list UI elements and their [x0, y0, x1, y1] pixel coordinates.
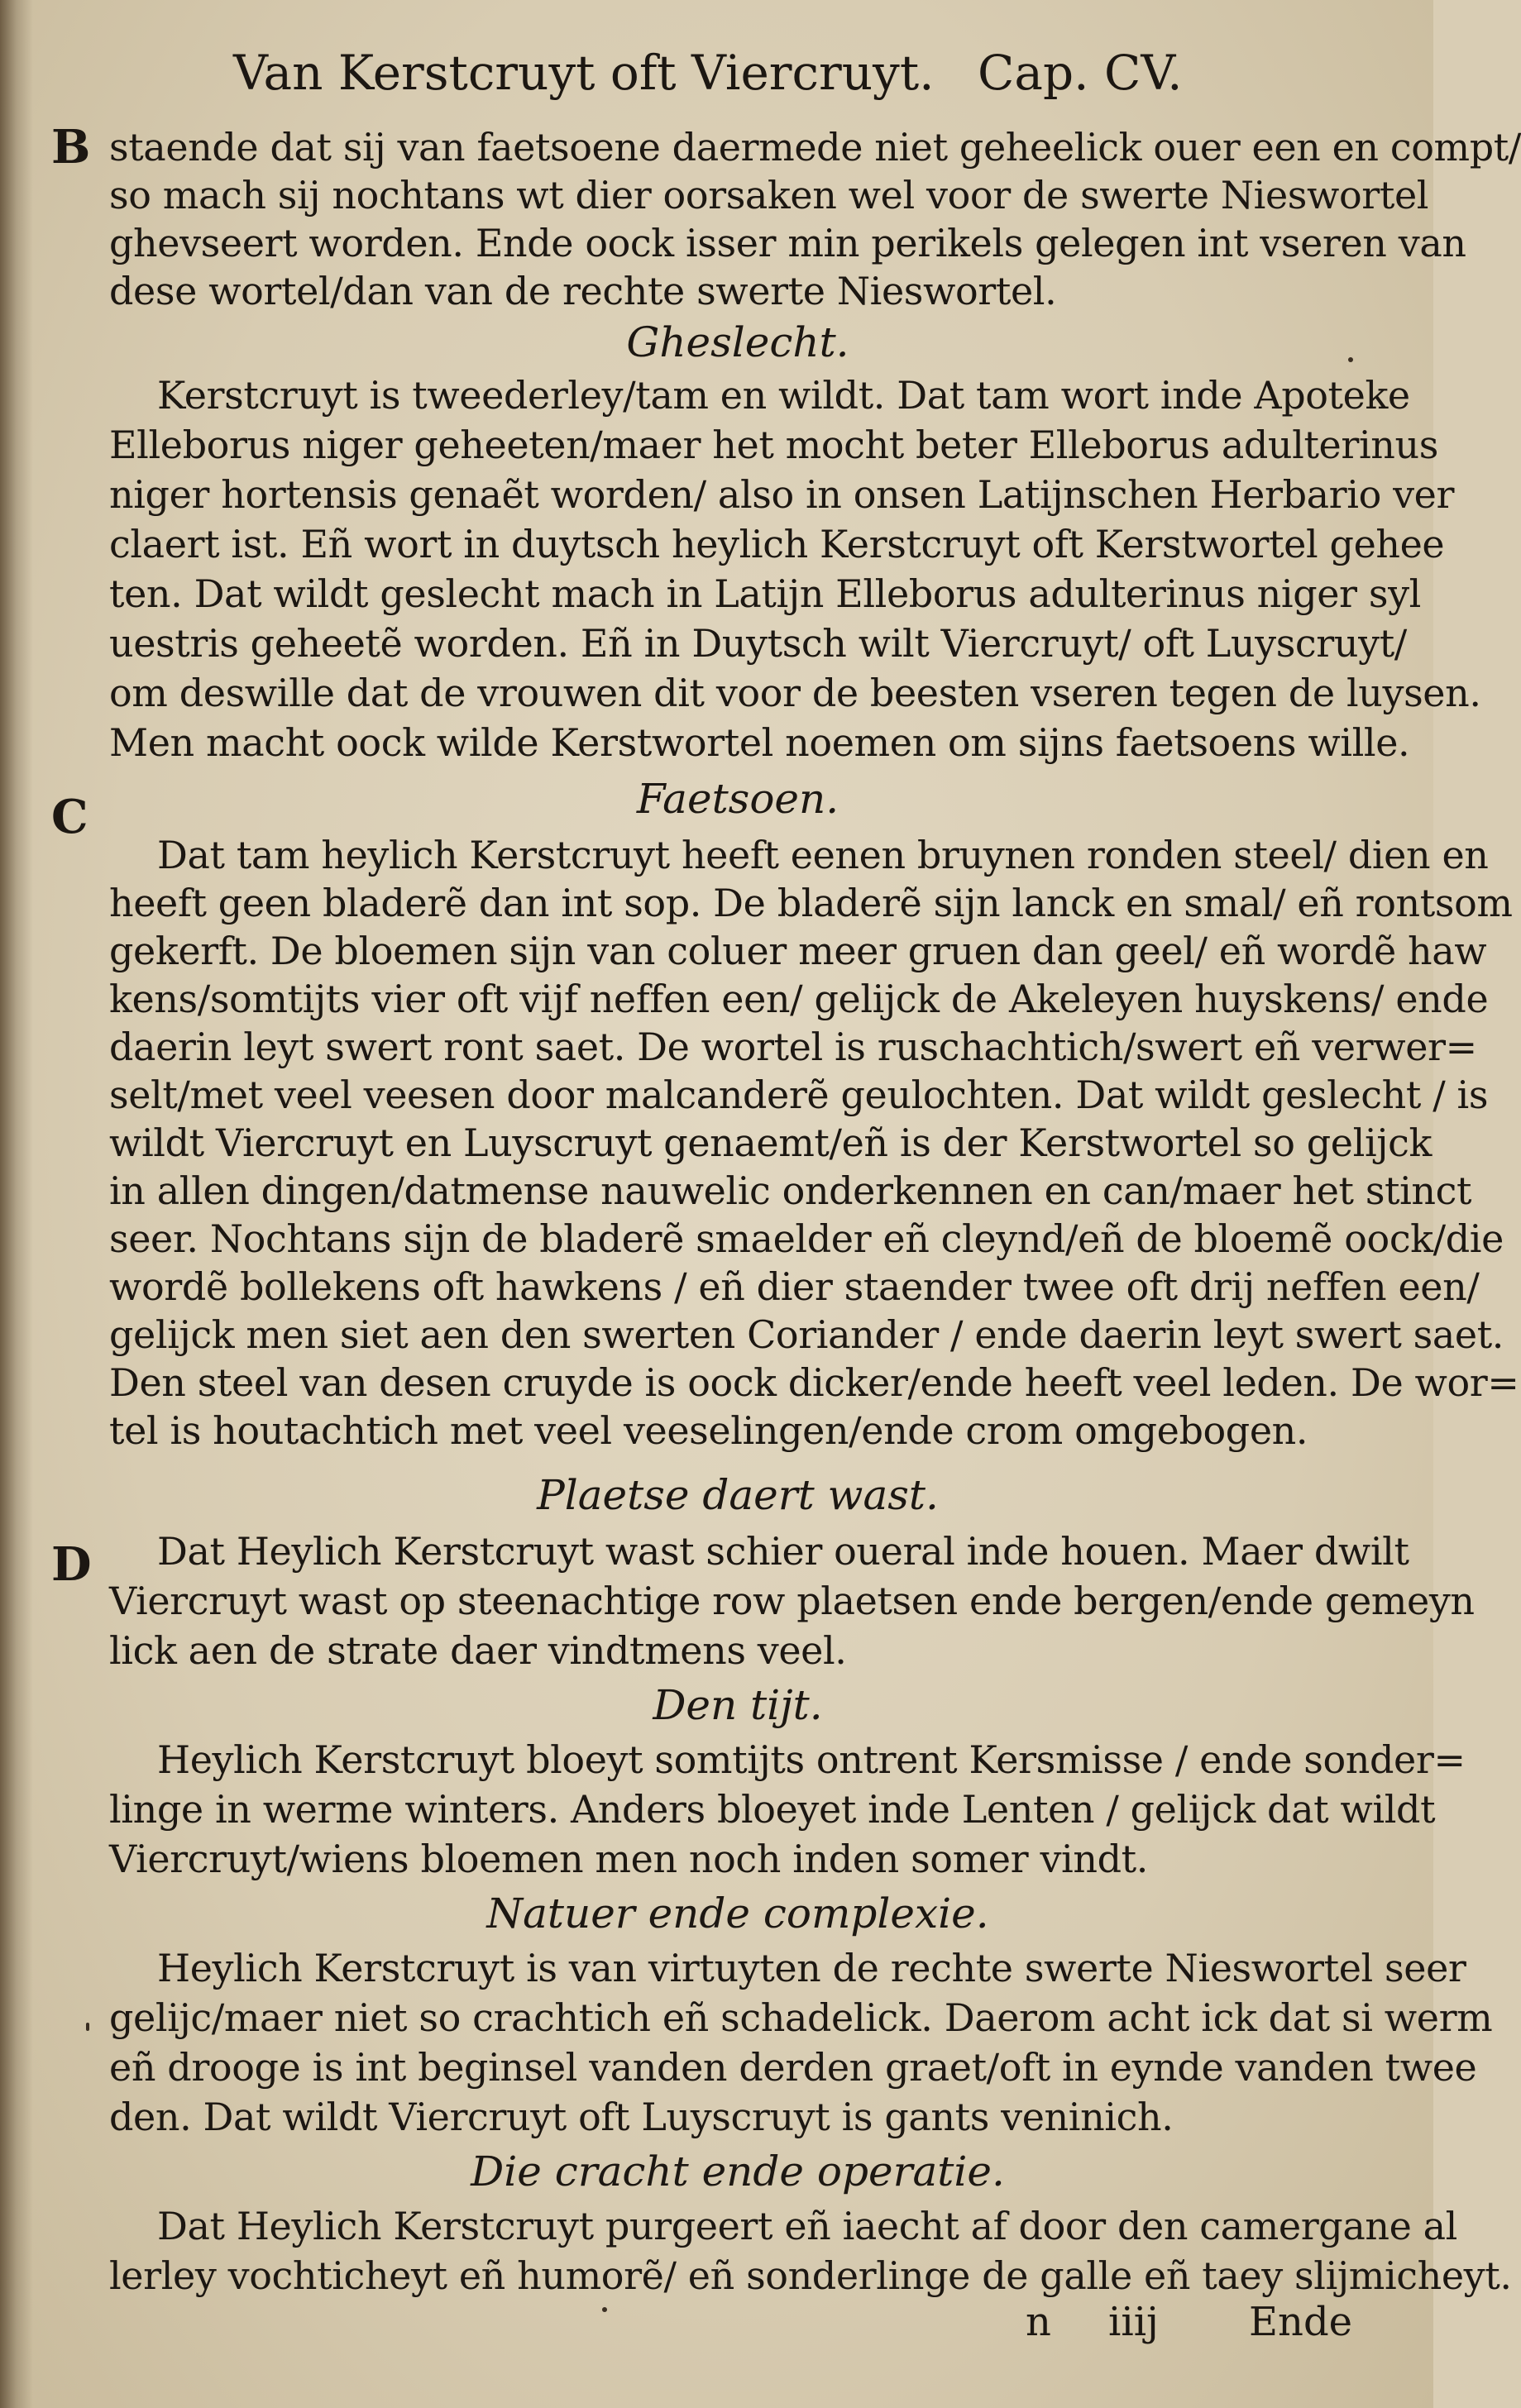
text-line: Kerstcruyt is tweederley/tam en wildt. Dat tam wort inde Apoteke — [157, 373, 1410, 418]
running-head-title: Van Kerstcruyt oft Viercruyt. — [233, 45, 935, 101]
text-line: gelijck men siet aen den swerten Coriander / ende daerin leyt swert saet. — [109, 1312, 1504, 1357]
text-line: kens/somtijts vier oft vijf neffen een/ gelijck de Akeleyen huyskens/ ende — [109, 977, 1489, 1021]
text-line: den. Dat wildt Viercruyt oft Luyscruyt is gants veninich. — [109, 2095, 1174, 2139]
text-line: eñ drooge is int beginsel vanden derden graet/oft in eynde vanden twee — [109, 2045, 1477, 2090]
margin-marker-b: B — [51, 120, 91, 174]
text-line: ghevseert worden. Ende oock isser min perikels gelegen int vseren van — [109, 221, 1466, 265]
text-line: gekerft. De bloemen sijn van coluer meer gruen dan geel/ eñ wordẽ haw — [109, 929, 1487, 973]
signature-mark: n — [1026, 2299, 1051, 2345]
section-heading-plaetse: Plaetse daert wast. — [537, 1471, 939, 1519]
ink-speck — [602, 2307, 607, 2312]
section-heading-tijt: Den tijt. — [653, 1681, 823, 1729]
text-line: seer. Nochtans sijn de bladerẽ smaelder eñ cleynd/eñ de bloemẽ oock/die — [109, 1216, 1504, 1261]
margin-marker-d: D — [51, 1537, 92, 1592]
section-heading-geslacht: Gheslecht. — [626, 318, 849, 366]
text-line: daerin leyt swert ront saet. De wortel is ruschachtich/swert eñ verwer= — [109, 1025, 1477, 1069]
text-line: Heylich Kerstcruyt bloeyt somtijts ontrent Kersmisse / ende sonder= — [157, 1737, 1466, 1782]
text-line: uestris geheetẽ worden. Eñ in Duytsch wilt Viercruyt/ oft Luyscruyt/ — [109, 621, 1407, 666]
section-heading-cracht: Die cracht ende operatie. — [471, 2148, 1005, 2195]
text-line: Dat Heylich Kerstcruyt purgeert eñ iaecht af door den camergane al — [157, 2204, 1457, 2248]
text-line: tel is houtachtich met veel veeselingen/ende crom omgebogen. — [109, 1408, 1308, 1453]
page-footer — [1026, 2297, 1373, 2347]
text-line: Viercruyt wast op steenachtige row plaetsen ende bergen/ende gemeyn — [109, 1579, 1475, 1623]
section-heading-natuer: Natuer ende complexie. — [486, 1890, 989, 1937]
text-line: Viercruyt/wiens bloemen men noch inden somer vindt. — [109, 1837, 1148, 1881]
text-line: lick aen de strate daer vindtmens veel. — [109, 1628, 847, 1673]
text-line: ten. Dat wildt geslecht mach in Latijn Elleborus adulterinus niger syl — [109, 571, 1421, 616]
text-line: Elleborus niger geheeten/maer het mocht beter Elleborus adulterinus — [109, 423, 1438, 467]
text-line: Heylich Kerstcruyt is van virtuyten de rechte swerte Nieswortel seer — [157, 1946, 1466, 1990]
text-line: so mach sij nochtans wt dier oorsaken wel voor de swerte Nieswortel — [109, 173, 1429, 217]
text-line: niger hortensis genaẽt worden/ also in onsen Latijnschen Herbario ver — [109, 472, 1455, 517]
folio-number: iiij — [1108, 2299, 1159, 2345]
text-line: om deswille dat de vrouwen dit voor de beesten vseren tegen de luysen. — [109, 671, 1481, 715]
text-line: gelijc/maer niet so crachtich eñ schadelick. Daerom acht ick dat si werm — [109, 1995, 1493, 2040]
text-line: in allen dingen/datmense nauwelic onderkennen en can/maer het stinct — [109, 1168, 1472, 1213]
text-line: claert ist. Eñ wort in duytsch heylich Kerstcruyt oft Kerstwortel gehee — [109, 522, 1445, 566]
text-line: heeft geen bladerẽ dan int sop. De bladerẽ sijn lanck en smal/ eñ rontsom — [109, 881, 1513, 925]
text-line: staende dat sij van faetsoene daermede niet geheelick ouer een en compt/ — [109, 125, 1521, 170]
text-line: Dat tam heylich Kerstcruyt heeft eenen bruynen ronden steel/ dien en — [157, 833, 1489, 877]
text-line: Den steel van desen cruyde is oock dicker/ende heeft veel leden. De wor= — [109, 1360, 1519, 1405]
text-line: wordẽ bollekens oft hawkens / eñ dier staender twee oft drij neffen een/ — [109, 1264, 1480, 1309]
section-heading-faetsoen: Faetsoen. — [636, 775, 839, 823]
text-line: Men macht oock wilde Kerstwortel noemen om sijns faetsoens wille. — [109, 720, 1410, 765]
text-line: linge in werme winters. Anders bloeyet inde Lenten / gelijck dat wildt — [109, 1787, 1436, 1832]
ink-speck — [86, 2023, 89, 2031]
ink-speck — [1348, 357, 1353, 362]
chapter-number: Cap. CV. — [978, 45, 1183, 101]
text-line: wildt Viercruyt en Luyscruyt genaemt/eñ is der Kerstwortel so gelijck — [109, 1120, 1432, 1165]
margin-marker-c: C — [51, 790, 88, 844]
text-line: dese wortel/dan van de rechte swerte Nieswortel. — [109, 269, 1057, 313]
gutter-shadow — [0, 0, 33, 2408]
text-line: Dat Heylich Kerstcruyt wast schier oueral inde houen. Maer dwilt — [157, 1529, 1409, 1574]
text-line: lerley vochticheyt eñ humorẽ/ eñ sonderlinge de galle eñ taey slijmicheyt. — [109, 2253, 1512, 2298]
catchword: Ende — [1249, 2299, 1353, 2345]
text-line: selt/met veel veesen door malcanderẽ geulochten. Dat wildt geslecht / is — [109, 1073, 1489, 1117]
running-head — [233, 40, 1292, 106]
